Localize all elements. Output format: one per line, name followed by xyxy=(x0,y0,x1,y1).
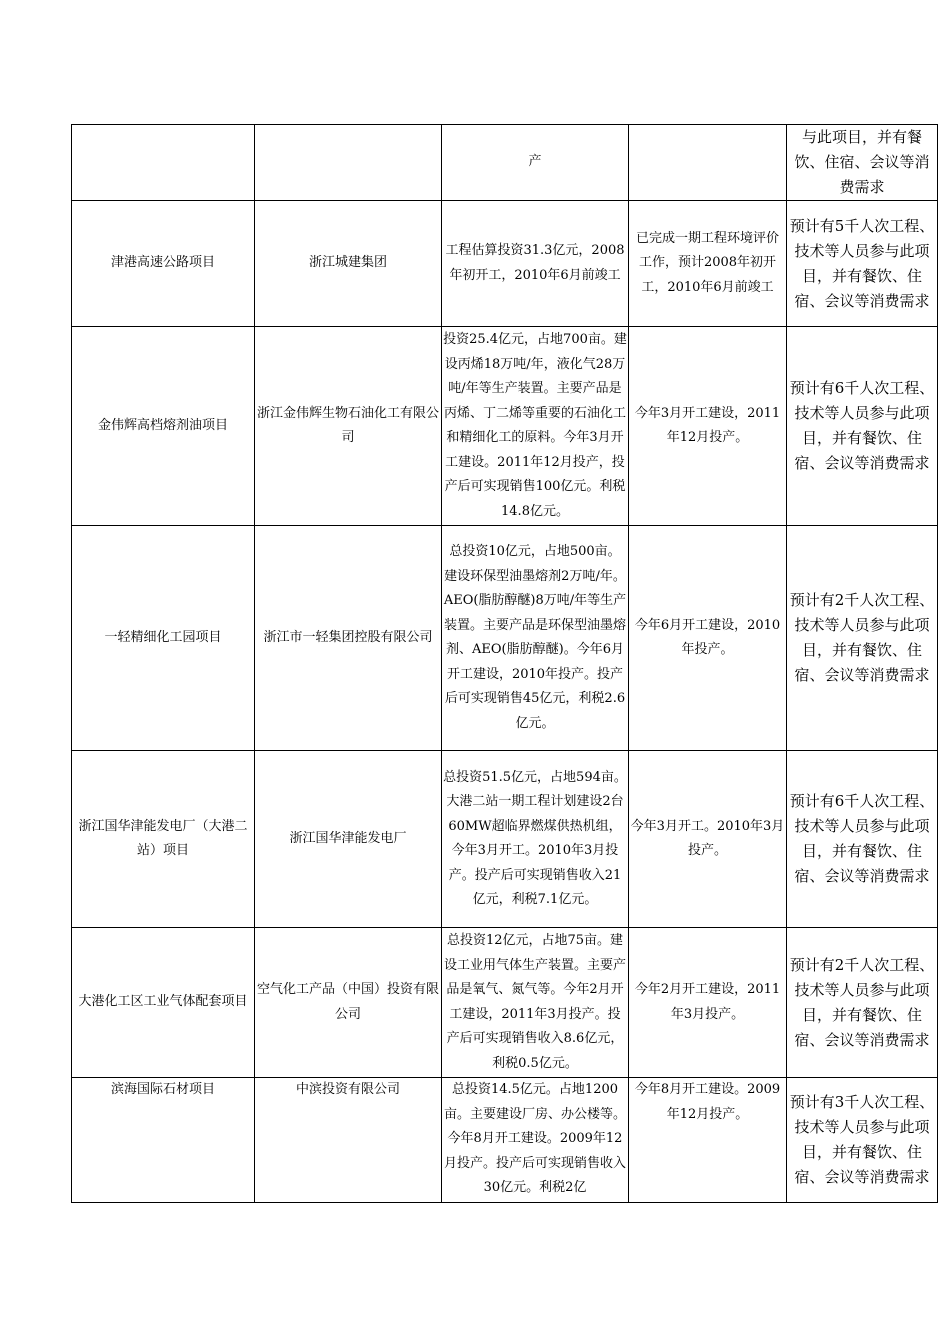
table-row xyxy=(72,1078,938,1203)
demand-cell: 预计有6千人次工程、技术等人员参与此项目，并有餐饮、住宿、会议等消费需求 xyxy=(787,751,938,928)
progress-cell: 今年2月开工建设，2011年3月投产。 xyxy=(629,928,787,1078)
company-cell: 浙江国华津能发电厂 xyxy=(255,751,442,928)
table-row xyxy=(72,201,938,327)
progress-cell: 今年3月开工。2010年3月投产。 xyxy=(629,751,787,928)
project-name-cell: 津港高速公路项目 xyxy=(72,201,255,327)
demand-cell: 预计有3千人次工程、技术等人员参与此项目，并有餐饮、住宿、会议等消费需求 xyxy=(787,1078,938,1203)
investment-cell: 总投资10亿元，占地500亩。建设环保型油墨熔剂2万吨/年。AEO(脂肪醇醚)8万吨/年等生产装置。主要产品是环保型油墨熔剂、AEO(脂肪醇醚)。今年6月开工建设，2010年投产。投产后可实现销售45亿元，利税2.6亿元。 xyxy=(442,526,629,751)
company-cell: 浙江城建集团 xyxy=(255,201,442,327)
company-cell xyxy=(255,125,442,201)
progress-cell: 今年6月开工建设，2010年投产。 xyxy=(629,526,787,751)
table-row xyxy=(72,327,938,526)
table-row xyxy=(72,526,938,751)
investment-cell: 工程估算投资31.3亿元，2008年初开工，2010年6月前竣工 xyxy=(442,201,629,327)
project-name-cell: 大港化工区工业气体配套项目 xyxy=(72,928,255,1078)
project-name-cell: 滨海国际石材项目 xyxy=(72,1078,255,1203)
project-table xyxy=(71,124,938,1203)
investment-cell: 产 xyxy=(442,125,629,201)
investment-cell: 总投资51.5亿元，占地594亩。大港二站一期工程计划建设2台60MW超临界燃煤供热机组，今年3月开工。2010年3月投产。投产后可实现销售收入21亿元，利税7.1亿元。 xyxy=(442,751,629,928)
progress-cell: 今年8月开工建设。2009年12月投产。 xyxy=(629,1078,787,1203)
investment-cell: 投资25.4亿元，占地700亩。建设丙烯18万吨/年，液化气28万吨/年等生产装置。主要产品是丙烯、丁二烯等重要的石油化工和精细化工的原料。今年3月开工建设。2011年12月投产，投产后可实现销售100亿元。利税14.8亿元。 xyxy=(442,327,629,526)
demand-cell: 预计有5千人次工程、技术等人员参与此项目，并有餐饮、住宿、会议等消费需求 xyxy=(787,201,938,327)
project-name-cell: 浙江国华津能发电厂（大港二站）项目 xyxy=(72,751,255,928)
company-cell: 空气化工产品（中国）投资有限公司 xyxy=(255,928,442,1078)
company-cell: 浙江市一轻集团控股有限公司 xyxy=(255,526,442,751)
project-name-cell xyxy=(72,125,255,201)
demand-cell: 与此项目，并有餐饮、住宿、会议等消费需求 xyxy=(787,125,938,201)
investment-cell: 总投资12亿元，占地75亩。建设工业用气体生产装置。主要产品是氧气、氮气等。今年2月开工建设，2011年3月投产。投产后可实现销售收入8.6亿元，利税0.5亿元。 xyxy=(442,928,629,1078)
investment-cell: 总投资14.5亿元。占地1200亩。主要建设厂房、办公楼等。今年8月开工建设。2009年12月投产。投产后可实现销售收入30亿元。利税2亿 xyxy=(442,1078,629,1203)
progress-cell: 已完成一期工程环境评价工作，预计2008年初开工，2010年6月前竣工 xyxy=(629,201,787,327)
project-name-cell: 一轻精细化工园项目 xyxy=(72,526,255,751)
progress-cell xyxy=(629,125,787,201)
demand-cell: 预计有2千人次工程、技术等人员参与此项目，并有餐饮、住宿、会议等消费需求 xyxy=(787,526,938,751)
company-cell: 中滨投资有限公司 xyxy=(255,1078,442,1203)
table-row xyxy=(72,751,938,928)
demand-cell: 预计有2千人次工程、技术等人员参与此项目，并有餐饮、住宿、会议等消费需求 xyxy=(787,928,938,1078)
company-cell: 浙江金伟辉生物石油化工有限公司 xyxy=(255,327,442,526)
project-name-cell: 金伟辉高档熔剂油项目 xyxy=(72,327,255,526)
table-row xyxy=(72,928,938,1078)
progress-cell: 今年3月开工建设，2011年12月投产。 xyxy=(629,327,787,526)
table-row xyxy=(72,125,938,201)
demand-cell: 预计有6千人次工程、技术等人员参与此项目，并有餐饮、住宿、会议等消费需求 xyxy=(787,327,938,526)
